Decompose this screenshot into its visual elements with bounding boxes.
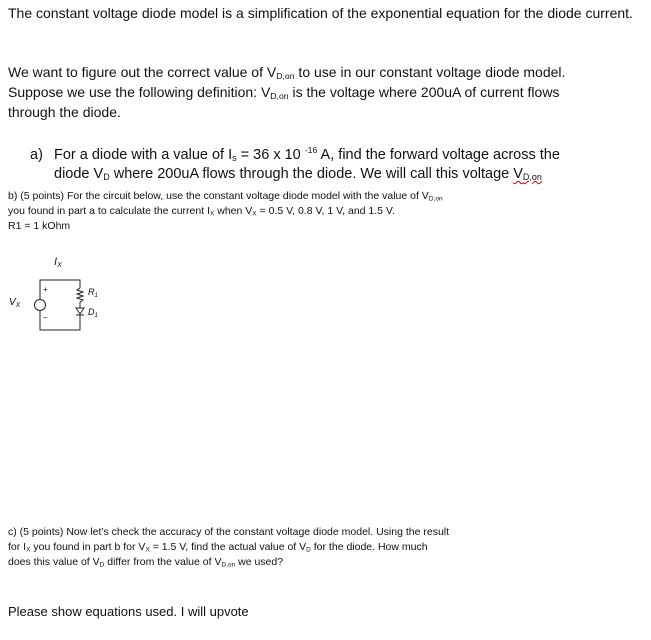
question-c-text2: for I [8,541,27,553]
exponent: -16 [304,145,318,155]
diode-icon [76,308,84,314]
plus-sign: + [43,285,48,294]
vdon-subscript: D,on [221,561,236,569]
intro-text: The constant voltage diode model is a simplification of the exponential equation for the diode current. [8,5,633,21]
voltage-source-icon [35,300,46,311]
ix-subscript: X [26,546,31,554]
question-c-text6: does this value of V [8,556,100,568]
footer-note [8,603,408,621]
question-c-text3: you found in part b for V [30,541,146,553]
d1-label: $D_1$ [88,307,98,319]
vdon-term [513,166,542,182]
question-a-text3: A, find the forward voltage across the [317,146,560,163]
goal-line3: through the diode. [8,104,121,120]
question-a-text5: where 200uA flows through the diode. We will call this voltage [109,165,514,182]
vdon-subscript: D,on [276,71,295,82]
question-a-text4: diode V [54,165,104,182]
question-b-text2: you found in part a to calculate the current I [8,205,210,217]
goal-line1-start: We want to figure out the correct value of V [8,64,277,80]
intro-paragraph [8,3,638,23]
vdon-term-subscript: D,on [522,172,542,183]
vd-subscript: D [306,546,311,554]
question-b-text4: = 0.5 V, 0.8 V, 1 V, and 1.5 V. [256,205,395,217]
question-a [30,141,630,184]
question-a-label: a) [30,146,43,163]
r1-value: R1 = 1 kOhm [8,220,71,232]
vdon-v: V [513,165,523,182]
footer-text: Please show equations used. I will upvote [8,604,249,619]
resistor-icon [77,288,83,302]
minus-sign: – [43,313,48,322]
vdon-subscript: D,on [270,91,289,102]
ix-label: IX [54,256,62,269]
ix-subscript: X [209,210,215,218]
question-c [8,525,528,570]
vx-subscript: X [252,210,257,218]
circuit-diagram [0,248,130,348]
goal-line1-end: to use in our constant voltage diode model. [294,64,566,80]
goal-line2-start: Suppose we use the following definition: V [8,84,271,100]
is-subscript: s [232,153,237,164]
question-b-text1: b) (5 points) For the circuit below, use the constant voltage diode model with the value of V [8,190,429,202]
question-c-text8: we used? [235,556,284,568]
r1-label: $R_1$ [88,287,98,299]
question-a-text1: For a diode with a value of I [54,146,233,163]
vx-label: $V_X$ [9,297,21,309]
vdon-subscript: D,on [428,195,443,203]
question-c-text5: for the diode. How much [310,541,428,553]
vx-subscript: X [145,546,150,554]
question-a-text2: = 36 x 10 [236,146,305,163]
goal-paragraph [8,62,638,122]
vd-subscript: D [99,561,105,569]
question-c-text7: differ from the value of V [104,556,222,568]
vd-subscript: D [103,172,110,183]
question-b [8,189,528,234]
question-c-text1: c) (5 points) Now let’s check the accuracy of the constant voltage diode model. Using the result [8,526,450,538]
goal-line2-end: is the voltage where 200uA of current flows [288,84,560,100]
question-c-text4: = 1.5 V, find the actual value of V [149,541,307,553]
question-b-text3: when V [214,205,253,217]
